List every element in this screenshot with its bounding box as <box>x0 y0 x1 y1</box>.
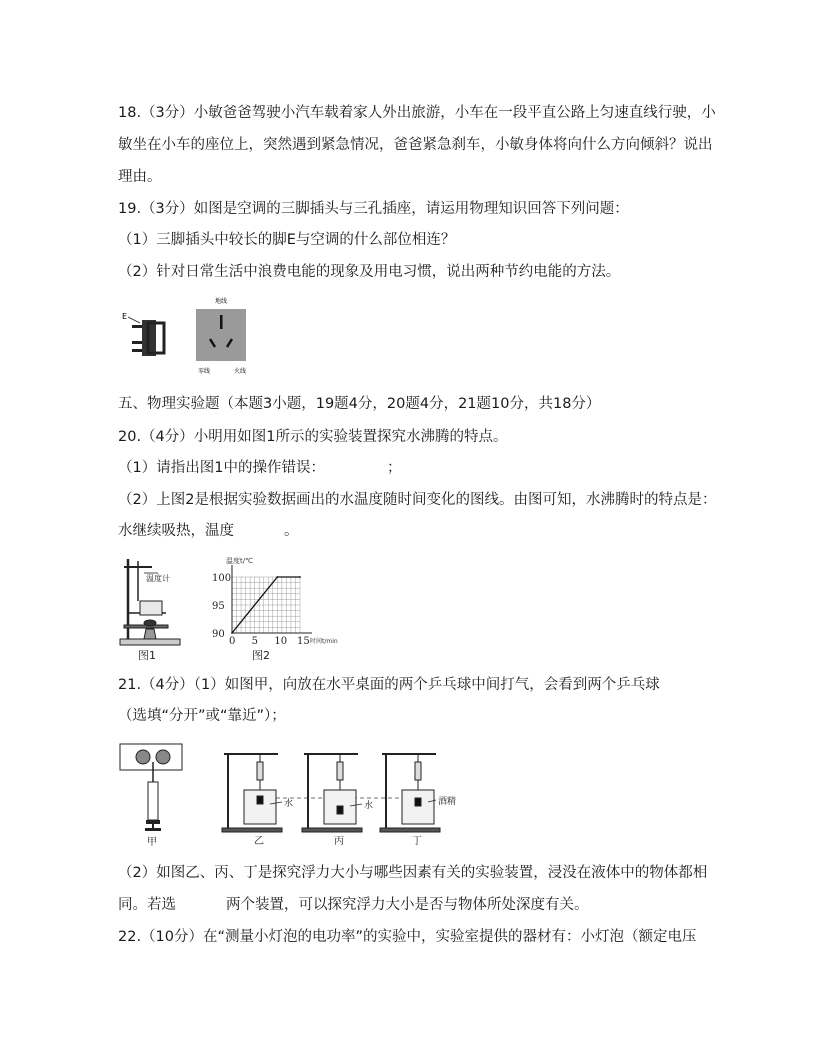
chart-y-tick-label: 90 <box>212 629 225 640</box>
figure-2-caption: 图2 <box>252 649 270 662</box>
chart-x-tick-label: 0 <box>229 636 236 647</box>
q18-line-1: 18.（3分）小敏爸爸驾驶小汽车载着家人外出旅游，小车在一段平直公路上匀速直线行驶，小 <box>118 105 716 121</box>
q19-stem: 19.（3分）如图是空调的三脚插头与三孔插座，请运用物理知识回答下列问题： <box>118 201 629 217</box>
chart-data-point <box>299 576 301 578</box>
figure-jia <box>120 744 182 848</box>
chart-y-axis-label: 温度t/℃ <box>226 557 253 565</box>
three-pin-plug <box>122 312 164 356</box>
label-bing: 丙 <box>334 836 344 847</box>
figure-1-caption: 图1 <box>138 649 156 662</box>
thermometer-label: 温度计 <box>146 574 170 583</box>
q21-stem-2-text: （选填“分开”或“靠近”）； <box>118 708 286 724</box>
figure-bing <box>302 754 373 847</box>
q21-sub2b-pre: 同。若选 <box>118 897 176 913</box>
label-jia: 甲 <box>147 837 157 848</box>
q20-sub2b-text: 水继续吸热，温度 <box>118 523 234 539</box>
boiling-apparatus <box>120 559 180 662</box>
q18-line-3: 理由。 <box>118 169 162 185</box>
q20-sub1-end: ； <box>386 460 402 476</box>
q20-figures <box>114 553 354 665</box>
q21-stem-2 <box>118 706 286 726</box>
chart-x-tick-label: 10 <box>274 636 288 647</box>
chart-y-tick-label: 95 <box>212 601 225 612</box>
q19-sub2: （2）针对日常生活中浪费电能的现象及用电习惯，说出两种节约电能的方法。 <box>118 264 621 280</box>
q22-stem: 22.（10分）在“测量小灯泡的电功率”的实验中，实验室提供的器材有：小灯泡（额定电压 <box>118 929 697 945</box>
label-water-2: 水 <box>364 801 374 811</box>
chart-x-tick-label: 5 <box>251 636 259 647</box>
q20-sub2a: （2）上图2是根据实验数据画出的水温度随时间变化的图线。由图可知，水沸腾时的特点是： <box>118 492 717 508</box>
q21-sub2b <box>118 895 589 915</box>
label-water-1: 水 <box>284 799 294 809</box>
socket-left-label: 零线 <box>198 368 211 375</box>
chart-data-point <box>276 576 278 578</box>
q20-sub1 <box>118 458 401 478</box>
plug-socket-figure <box>118 295 258 377</box>
q18-line-2: 敏坐在小车的座位上，突然遇到紧急情况，爸爸紧急刹车，小敏身体将向什么方向倾斜？说出 <box>118 137 713 153</box>
q21-sub2b-post: 两个装置，可以探究浮力大小是否与物体所处深度有关。 <box>226 897 589 913</box>
label-ding: 丁 <box>412 836 422 847</box>
chart-x-axis-label: 时间t/min <box>310 638 338 645</box>
label-yi: 乙 <box>254 836 264 847</box>
q20-sub2b <box>118 521 299 541</box>
q21-figures <box>118 740 478 852</box>
socket-top-label: 地线 <box>215 298 228 305</box>
figure-yi <box>222 754 293 847</box>
section-5-heading: 五、物理实验题（本题3小题，19题4分，20题4分，21题10分，共18分） <box>118 396 601 412</box>
chart-y-tick-label: 100 <box>212 573 232 584</box>
q19-sub1: （1）三脚插头中较长的脚E与空调的什么部位相连？ <box>118 232 456 248</box>
label-alcohol: 酒精 <box>438 797 457 807</box>
q21-sub2a: （2）如图乙、丙、丁是探究浮力大小与哪些因素有关的实验装置，浸没在液体中的物体都相 <box>118 865 708 881</box>
temperature-chart <box>212 556 338 662</box>
plug-e-label: E <box>122 312 128 321</box>
figure-ding <box>380 754 456 847</box>
chart-x-tick-label: 15 <box>297 636 310 647</box>
q20-sub1-text: （1）请指出图1中的操作错误： <box>118 460 325 476</box>
chart-data-point <box>231 632 233 634</box>
three-hole-socket <box>196 297 246 375</box>
q21-stem: 21.（4分）（1）如图甲，向放在水平桌面的两个乒乓球中间打气，会看到两个乒乓球 <box>118 677 660 693</box>
socket-right-label: 火线 <box>234 368 247 375</box>
q20-sub2b-end: 。 <box>284 523 299 539</box>
q20-stem: 20.（4分）小明用如图1所示的实验装置探究水沸腾的特点。 <box>118 429 508 445</box>
